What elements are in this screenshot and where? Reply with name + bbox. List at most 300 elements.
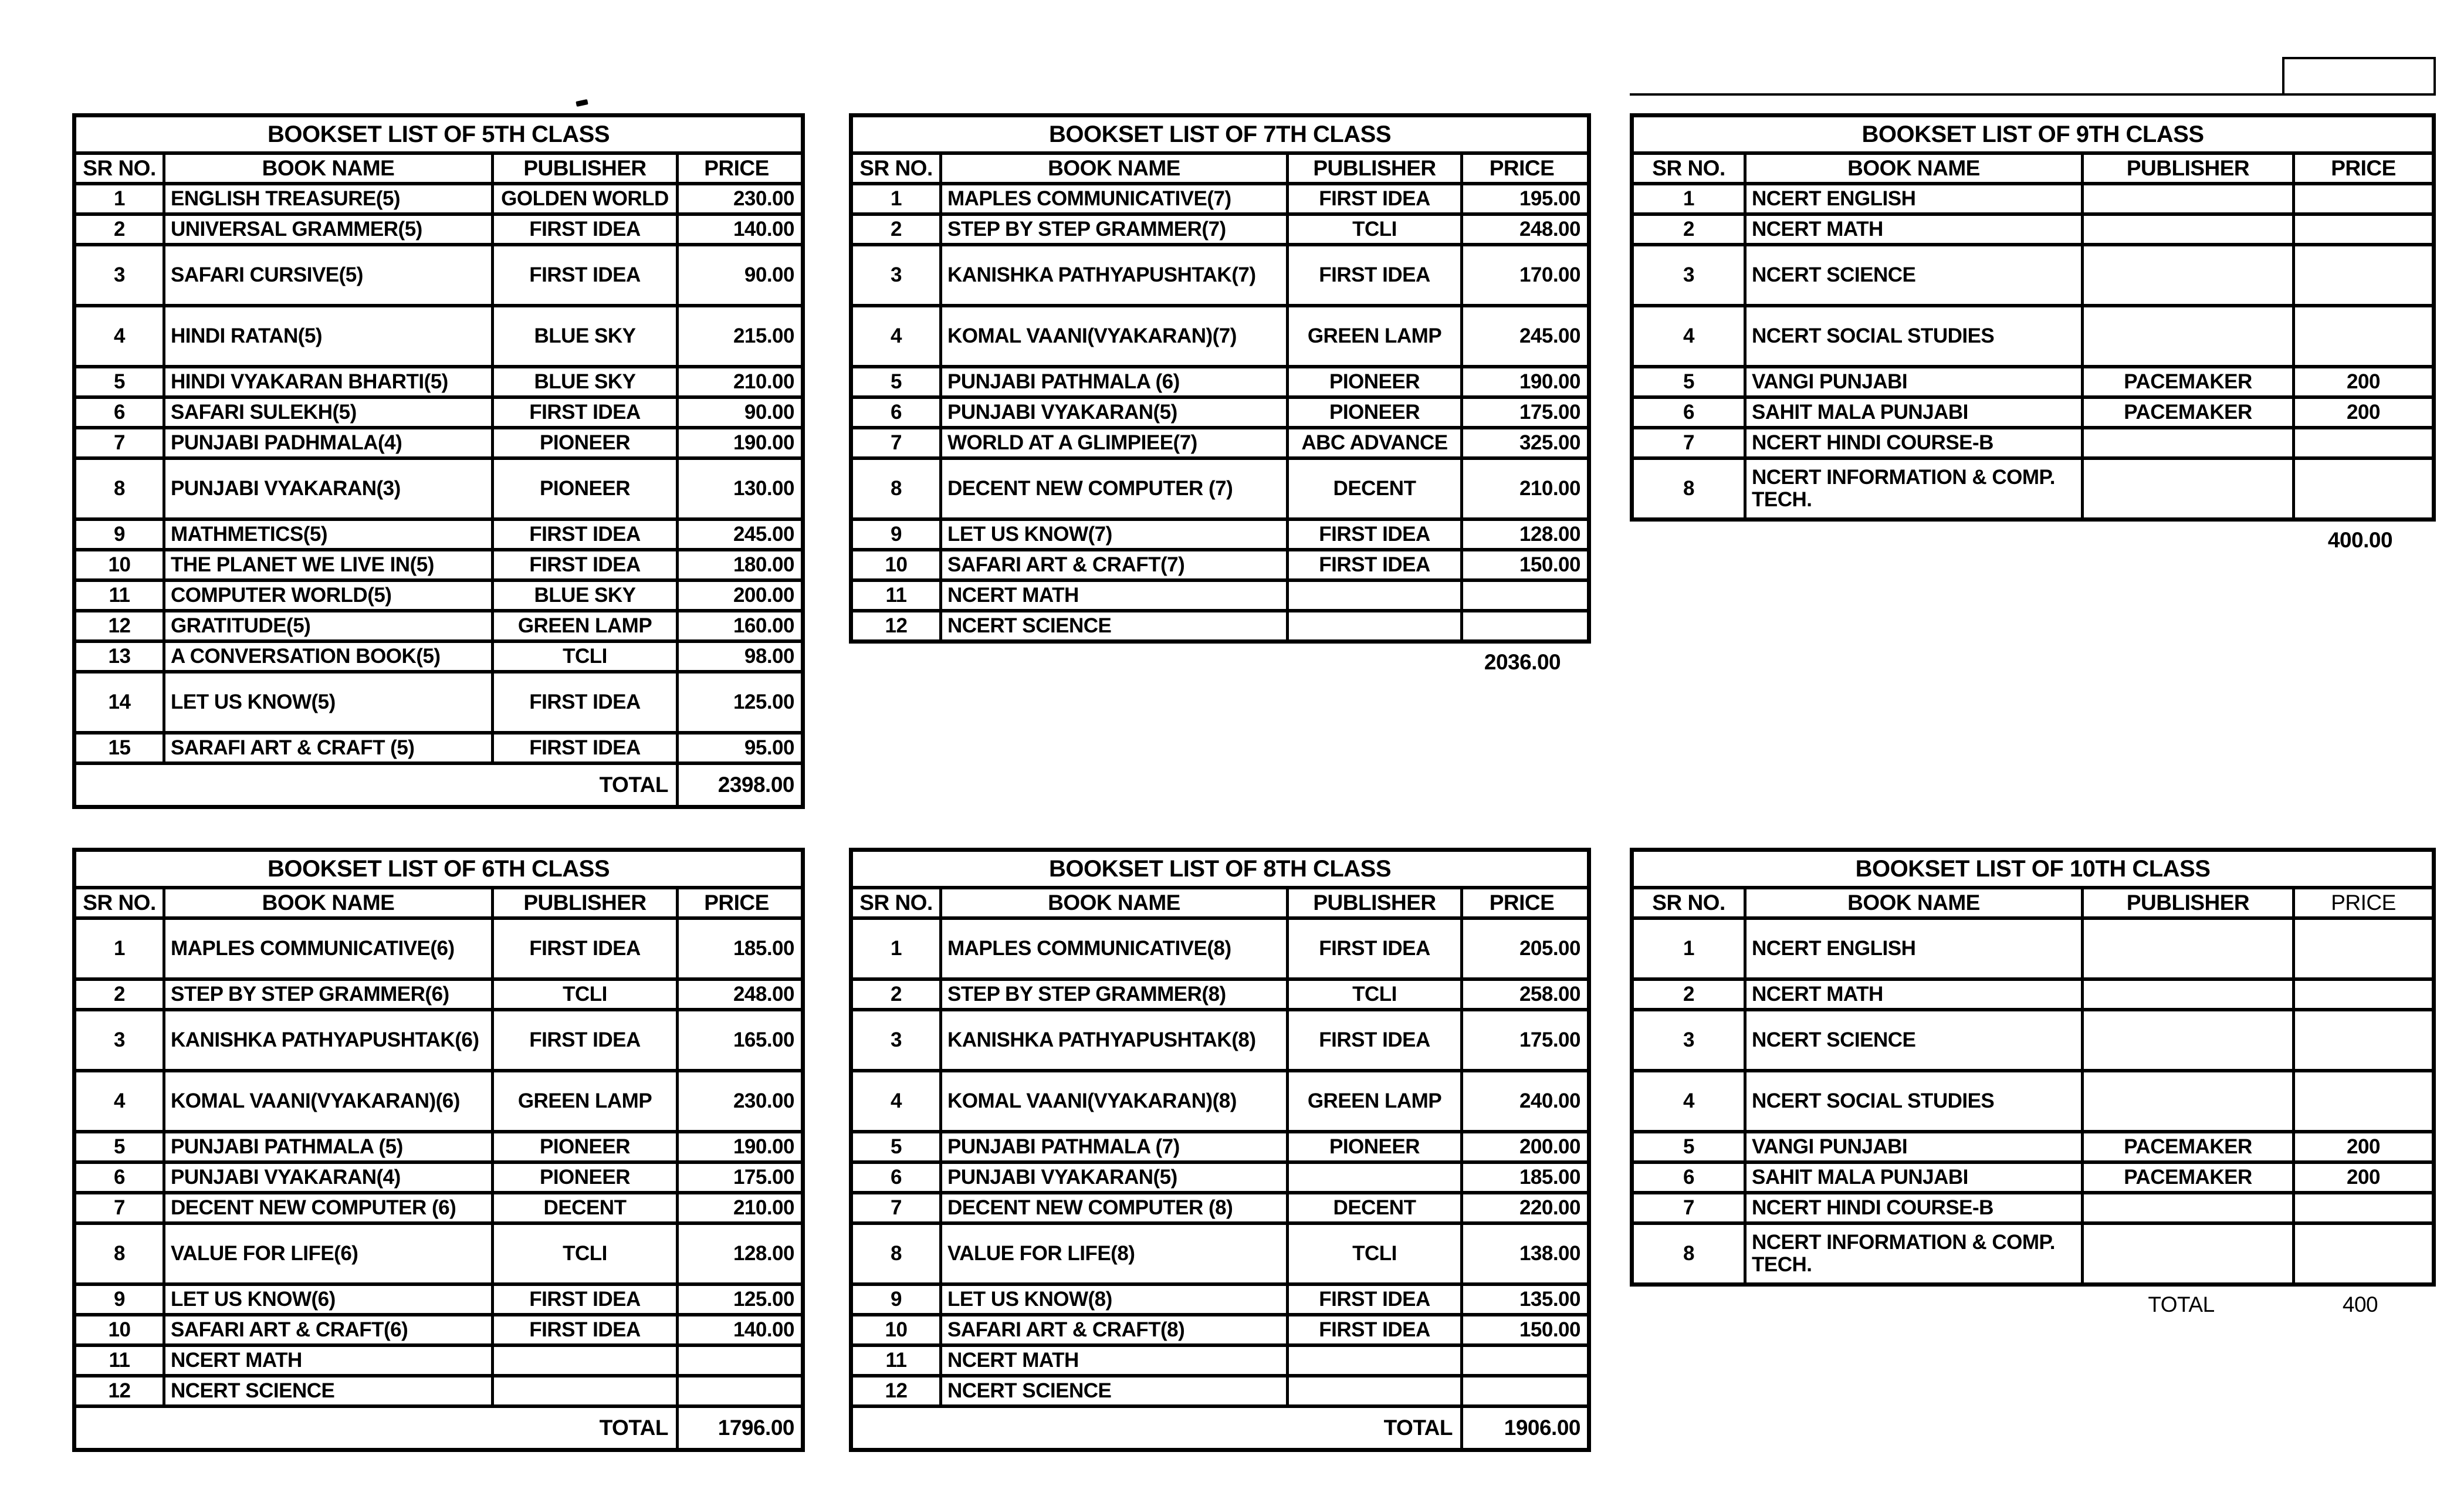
sr-cell: 4 (1683, 1089, 1694, 1112)
publisher-cell (491, 1377, 676, 1404)
book-name-text: KANISHKA PATHYAPUSHTAK(7) (947, 263, 1256, 287)
price-cell: 175.00 (1460, 399, 1587, 426)
publisher-cell: FIRST IDEA (1286, 521, 1460, 548)
price-cell (2292, 307, 2432, 365)
publisher-cell: TCLI (491, 1225, 676, 1282)
publisher-cell: FIRST IDEA (491, 551, 676, 578)
book-name-text: COMPUTER WORLD(5) (171, 584, 392, 607)
book-name-text: NCERT HINDI COURSE-B (1752, 1196, 1993, 1220)
price-cell: 150.00 (1460, 551, 1587, 578)
book-name-text: NCERT HINDI COURSE-B (1752, 431, 1993, 455)
book-name-text: SAHIT MALA PUNJABI (1752, 401, 1968, 424)
sr-cell: 12 (885, 1379, 908, 1402)
sr-cell: 6 (1683, 1166, 1694, 1189)
publisher-cell: PIONEER (491, 429, 676, 456)
total-value: 2398.00 (676, 765, 801, 805)
table-row (853, 1160, 1587, 1191)
price-cell: 245.00 (676, 521, 801, 548)
sr-cell: 5 (891, 370, 902, 393)
header-publisher: PUBLISHER (491, 889, 676, 916)
publisher-cell (2081, 429, 2292, 456)
sr-cell: 5 (891, 1135, 902, 1158)
table-row (853, 578, 1587, 609)
table-row (853, 1008, 1587, 1069)
sr-cell: 12 (108, 614, 131, 637)
table-row (1634, 1221, 2432, 1282)
sr-cell: 8 (1683, 1242, 1694, 1265)
sr-cell: 10 (885, 1318, 908, 1341)
publisher-cell: ABC ADVANCE (1286, 429, 1460, 456)
header-srno: SR NO. (1652, 891, 1725, 915)
book-name-text: NCERT SCIENCE (1752, 1028, 1916, 1052)
table-row (76, 609, 801, 639)
book-name-text: PUNJABI VYAKARAN(5) (947, 401, 1177, 424)
price-cell (2292, 920, 2432, 977)
price-cell (2292, 246, 2432, 304)
price-cell: 170.00 (1460, 246, 1587, 304)
book-name-text: SARAFI ART & CRAFT (5) (171, 736, 415, 760)
sr-cell: 9 (891, 1288, 902, 1311)
book-name-cell (163, 1194, 491, 1221)
book-name-cell (163, 246, 491, 304)
sr-cell: 1 (1683, 937, 1694, 960)
table-row (853, 365, 1587, 395)
book-name-cell (163, 368, 491, 395)
book-name-text: NCERT SOCIAL STUDIES (1752, 324, 1995, 348)
book-name-cell (939, 399, 1286, 426)
book-name-cell (1744, 1225, 2081, 1282)
book-name-text: STEP BY STEP GRAMMER(7) (947, 218, 1226, 241)
table-row (1634, 916, 2432, 977)
header-srno: SR NO. (859, 156, 933, 180)
publisher-cell: FIRST IDEA (491, 1011, 676, 1069)
table-row (76, 1221, 801, 1282)
book-name-cell (163, 1316, 491, 1343)
publisher-cell: PACEMAKER (2081, 1133, 2292, 1160)
book-name-cell (163, 981, 491, 1008)
table-header-row (1634, 151, 2432, 182)
book-name-text: NCERT MATH (947, 584, 1079, 607)
bookset-table-7th-class (849, 113, 1591, 644)
book-name-text: DECENT NEW COMPUTER (6) (171, 1196, 456, 1220)
empty-cell-remnant (2282, 57, 2436, 96)
book-name-cell (163, 460, 491, 517)
book-name-text: KOMAL VAANI(VYAKARAN)(8) (947, 1089, 1237, 1113)
sr-cell: 13 (108, 645, 131, 668)
sr-cell: 7 (114, 431, 125, 454)
book-name-cell (1744, 368, 2081, 395)
price-cell: 190.00 (676, 429, 801, 456)
publisher-cell (2081, 307, 2292, 365)
table-title: BOOKSET LIST OF 6TH CLASS (267, 855, 610, 882)
book-name-text: SAFARI ART & CRAFT(6) (171, 1318, 408, 1342)
table-row (76, 395, 801, 426)
price-cell (1460, 612, 1587, 639)
table-title-row (76, 117, 801, 151)
publisher-cell: FIRST IDEA (491, 673, 676, 731)
table-row (853, 1313, 1587, 1343)
sr-cell: 1 (891, 937, 902, 960)
sr-cell: 3 (114, 263, 125, 286)
book-name-text: NCERT SCIENCE (947, 1379, 1112, 1403)
sr-cell: 6 (1683, 401, 1694, 424)
publisher-cell (1286, 612, 1460, 639)
price-cell: 128.00 (676, 1225, 801, 1282)
sr-cell: 6 (114, 1166, 125, 1189)
book-name-text: PUNJABI PATHMALA (7) (947, 1135, 1180, 1159)
sr-cell: 8 (114, 477, 125, 500)
table-row (76, 1282, 801, 1313)
sr-cell: 15 (108, 736, 131, 759)
book-name-cell (939, 1011, 1286, 1069)
publisher-cell (2081, 460, 2292, 517)
book-name-cell (939, 368, 1286, 395)
grand-total-9th-class: 400.00 (2327, 528, 2393, 552)
book-name-cell (163, 1347, 491, 1374)
book-name-text: DECENT NEW COMPUTER (7) (947, 477, 1233, 500)
price-cell: 210.00 (676, 368, 801, 395)
grand-total-7th-class: 2036.00 (1484, 650, 1561, 674)
price-cell: 175.00 (676, 1164, 801, 1191)
book-name-text: SAFARI ART & CRAFT(7) (947, 553, 1185, 577)
stray-ink-dash (576, 99, 588, 107)
book-name-cell (939, 1194, 1286, 1221)
table-row (76, 1069, 801, 1130)
price-cell: 185.00 (676, 920, 801, 977)
book-name-text: SAFARI SULEKH(5) (171, 401, 357, 424)
book-name-cell (163, 1377, 491, 1404)
header-price: PRICE (1460, 155, 1587, 182)
book-name-cell (163, 643, 491, 670)
book-name-text: PUNJABI PATHMALA (5) (171, 1135, 403, 1159)
sr-cell: 2 (891, 983, 902, 1006)
book-name-text: LET US KNOW(6) (171, 1288, 336, 1311)
publisher-cell: PIONEER (1286, 368, 1460, 395)
book-name-cell (939, 521, 1286, 548)
book-name-text: NCERT ENGLISH (1752, 187, 1916, 211)
header-publisher: PUBLISHER (2081, 889, 2292, 916)
sr-cell: 7 (1683, 431, 1694, 454)
table-title-row (76, 852, 801, 886)
table-row (853, 456, 1587, 517)
book-name-cell (939, 307, 1286, 365)
price-cell: 180.00 (676, 551, 801, 578)
publisher-cell: PACEMAKER (2081, 1164, 2292, 1191)
publisher-cell: FIRST IDEA (491, 216, 676, 243)
book-name-cell (1744, 185, 2081, 212)
bookset-table-10th-class (1630, 848, 2436, 1287)
book-name-text: KANISHKA PATHYAPUSHTAK(6) (171, 1028, 479, 1052)
header-price: PRICE (2292, 889, 2432, 916)
table-row (853, 1191, 1587, 1221)
price-cell: 135.00 (1460, 1286, 1587, 1313)
sr-cell: 9 (114, 1288, 125, 1311)
sr-cell: 4 (114, 324, 125, 347)
price-cell: 325.00 (1460, 429, 1587, 456)
publisher-cell: FIRST IDEA (1286, 185, 1460, 212)
table-total-row (76, 761, 801, 805)
book-name-text: HINDI RATAN(5) (171, 324, 323, 348)
price-cell: 128.00 (1460, 521, 1587, 548)
table-row (1634, 182, 2432, 212)
price-cell (676, 1377, 801, 1404)
book-name-cell (163, 612, 491, 639)
book-name-text: NCERT MATH (947, 1349, 1079, 1372)
book-name-text: PUNJABI PATHMALA (6) (947, 370, 1180, 394)
book-name-cell (939, 246, 1286, 304)
book-name-text: VANGI PUNJABI (1752, 1135, 1908, 1159)
price-cell (2292, 429, 2432, 456)
sr-cell: 6 (891, 1166, 902, 1189)
table-row (853, 1130, 1587, 1160)
table-row (1634, 1130, 2432, 1160)
book-name-cell (939, 1225, 1286, 1282)
price-cell: 150.00 (1460, 1316, 1587, 1343)
book-name-cell (939, 1133, 1286, 1160)
header-srno: SR NO. (83, 156, 156, 180)
header-price: PRICE (676, 155, 801, 182)
header-srno: SR NO. (859, 891, 933, 915)
book-name-text: UNIVERSAL GRAMMER(5) (171, 218, 422, 241)
price-cell: 125.00 (676, 673, 801, 731)
sr-cell: 1 (1683, 187, 1694, 210)
grid-remnant-line (1630, 93, 2284, 96)
sr-cell: 3 (114, 1028, 125, 1051)
publisher-cell: FIRST IDEA (1286, 551, 1460, 578)
header-book-name: BOOK NAME (1744, 155, 2081, 182)
publisher-cell (2081, 981, 2292, 1008)
price-cell (1460, 1347, 1587, 1374)
book-name-text: NCERT SCIENCE (947, 614, 1112, 638)
book-name-text: WORLD AT A GLIMPIEE(7) (947, 431, 1197, 455)
publisher-cell: TCLI (491, 643, 676, 670)
table-row (1634, 243, 2432, 304)
table-title: BOOKSET LIST OF 7TH CLASS (1048, 121, 1392, 147)
price-cell: 205.00 (1460, 920, 1587, 977)
price-cell: 195.00 (1460, 185, 1587, 212)
book-name-text: SAFARI CURSIVE(5) (171, 263, 363, 287)
table-row (1634, 426, 2432, 456)
book-name-cell (163, 735, 491, 761)
header-publisher: PUBLISHER (1286, 889, 1460, 916)
table-row (853, 1221, 1587, 1282)
book-name-text: KOMAL VAANI(VYAKARAN)(7) (947, 324, 1237, 348)
book-name-cell (1744, 1164, 2081, 1191)
publisher-cell: DECENT (491, 1194, 676, 1221)
book-name-text: KANISHKA PATHYAPUSHTAK(8) (947, 1028, 1256, 1052)
publisher-cell: DECENT (1286, 1194, 1460, 1221)
sr-cell: 2 (1683, 218, 1694, 241)
book-name-text: THE PLANET WE LIVE IN(5) (171, 553, 434, 577)
price-cell: 240.00 (1460, 1072, 1587, 1130)
book-name-text: SAFARI ART & CRAFT(8) (947, 1318, 1185, 1342)
price-cell: 200 (2292, 368, 2432, 395)
publisher-cell: TCLI (1286, 1225, 1460, 1282)
price-cell (2292, 1225, 2432, 1282)
publisher-cell: PIONEER (1286, 399, 1460, 426)
publisher-cell: FIRST IDEA (491, 1286, 676, 1313)
publisher-cell: BLUE SKY (491, 368, 676, 395)
table-row (76, 639, 801, 670)
bookset-table-5th-class (72, 113, 805, 809)
book-name-cell (163, 521, 491, 548)
table-title: BOOKSET LIST OF 5TH CLASS (267, 121, 610, 147)
price-cell (2292, 185, 2432, 212)
publisher-cell: FIRST IDEA (1286, 1316, 1460, 1343)
book-name-text: NCERT MATH (1752, 218, 1883, 241)
sr-cell: 3 (1683, 263, 1694, 286)
price-cell (2292, 216, 2432, 243)
publisher-cell (2081, 1225, 2292, 1282)
table-row (1634, 365, 2432, 395)
book-name-cell (1744, 399, 2081, 426)
table-row (1634, 1069, 2432, 1130)
book-name-text-line2: TECH. (1752, 488, 1812, 511)
publisher-cell (1286, 582, 1460, 609)
sr-cell: 12 (108, 1379, 131, 1402)
publisher-cell: FIRST IDEA (491, 399, 676, 426)
book-name-cell (163, 1225, 491, 1282)
price-cell: 220.00 (1460, 1194, 1587, 1221)
price-cell: 248.00 (1460, 216, 1587, 243)
total-value: 1796.00 (676, 1408, 801, 1448)
book-name-text: LET US KNOW(8) (947, 1288, 1112, 1311)
table-row (76, 1374, 801, 1404)
table-row (853, 212, 1587, 243)
sr-cell: 4 (891, 1089, 902, 1112)
table-row (76, 977, 801, 1008)
table-row (853, 1343, 1587, 1374)
table-title: BOOKSET LIST OF 9TH CLASS (1861, 121, 2204, 147)
book-name-cell (939, 551, 1286, 578)
book-name-text: STEP BY STEP GRAMMER(6) (171, 983, 449, 1006)
table-header-row (853, 886, 1587, 916)
book-name-cell (163, 920, 491, 977)
book-name-cell (163, 399, 491, 426)
table-row (76, 517, 801, 548)
price-cell: 210.00 (676, 1194, 801, 1221)
publisher-cell: FIRST IDEA (491, 246, 676, 304)
book-name-cell (939, 460, 1286, 517)
price-cell: 230.00 (676, 185, 801, 212)
sr-cell: 11 (109, 1349, 130, 1372)
price-cell: 248.00 (676, 981, 801, 1008)
table-row (1634, 1160, 2432, 1191)
table-row (76, 456, 801, 517)
book-name-cell (939, 1072, 1286, 1130)
book-name-cell (939, 981, 1286, 1008)
book-name-text: HINDI VYAKARAN BHARTI(5) (171, 370, 448, 394)
book-name-text: GRATITUDE(5) (171, 614, 311, 638)
table-row (853, 182, 1587, 212)
sr-cell: 5 (1683, 1135, 1694, 1158)
publisher-cell: GOLDEN WORLD (491, 185, 676, 212)
price-cell: 258.00 (1460, 981, 1587, 1008)
price-cell: 200 (2292, 1164, 2432, 1191)
sr-cell: 2 (1683, 983, 1694, 1006)
book-name-text: NCERT MATH (1752, 983, 1883, 1006)
sr-cell: 8 (891, 477, 902, 500)
table-row (76, 670, 801, 731)
book-name-text: SAHIT MALA PUNJABI (1752, 1166, 1968, 1189)
publisher-cell (2081, 1072, 2292, 1130)
price-cell (2292, 1072, 2432, 1130)
sr-cell: 1 (114, 937, 125, 960)
book-name-cell (1744, 981, 2081, 1008)
book-name-text: PUNJABI VYAKARAN(3) (171, 477, 401, 500)
sr-cell: 6 (891, 401, 902, 424)
sr-cell: 6 (114, 401, 125, 424)
price-cell (2292, 1011, 2432, 1069)
header-book-name: BOOK NAME (1744, 889, 2081, 916)
book-name-cell (1744, 1011, 2081, 1069)
publisher-cell (2081, 1011, 2292, 1069)
price-cell: 210.00 (1460, 460, 1587, 517)
publisher-cell: PIONEER (491, 460, 676, 517)
book-name-text: NCERT INFORMATION & COMP. (1752, 1231, 2056, 1254)
table-title-row (1634, 852, 2432, 886)
table-row (76, 1160, 801, 1191)
table-row (76, 731, 801, 761)
price-cell: 140.00 (676, 1316, 801, 1343)
book-name-cell (1744, 460, 2081, 517)
total-label: TOTAL (599, 773, 668, 797)
price-cell: 138.00 (1460, 1225, 1587, 1282)
grand-total-10th-class: 400 (2342, 1292, 2378, 1316)
book-name-text: KOMAL VAANI(VYAKARAN)(6) (171, 1089, 460, 1113)
book-name-text: A CONVERSATION BOOK(5) (171, 645, 441, 668)
price-cell: 200 (2292, 1133, 2432, 1160)
sr-cell: 5 (114, 370, 125, 393)
price-cell: 245.00 (1460, 307, 1587, 365)
book-name-text: ENGLISH TREASURE(5) (171, 187, 401, 211)
publisher-cell: TCLI (491, 981, 676, 1008)
publisher-cell: FIRST IDEA (1286, 1286, 1460, 1313)
table-title: BOOKSET LIST OF 8TH CLASS (1048, 855, 1392, 882)
table-row (853, 1069, 1587, 1130)
book-name-cell (939, 582, 1286, 609)
book-name-cell (163, 185, 491, 212)
sr-cell: 7 (1683, 1196, 1694, 1219)
table-row (1634, 1191, 2432, 1221)
publisher-cell: GREEN LAMP (1286, 1072, 1460, 1130)
table-row (76, 1130, 801, 1160)
book-name-text: NCERT INFORMATION & COMP. (1752, 466, 2056, 489)
book-name-text: LET US KNOW(5) (171, 691, 336, 714)
price-cell: 200 (2292, 399, 2432, 426)
sr-cell: 9 (891, 523, 902, 546)
book-name-cell (939, 920, 1286, 977)
table-row (853, 916, 1587, 977)
sr-cell: 7 (114, 1196, 125, 1219)
book-name-cell (1744, 429, 2081, 456)
book-name-text: VANGI PUNJABI (1752, 370, 1908, 394)
publisher-cell (2081, 216, 2292, 243)
publisher-cell: FIRST IDEA (491, 920, 676, 977)
price-cell: 90.00 (676, 399, 801, 426)
table-title-row (853, 117, 1587, 151)
table-row (76, 212, 801, 243)
book-name-cell (939, 216, 1286, 243)
publisher-cell (2081, 1194, 2292, 1221)
sr-cell: 2 (114, 983, 125, 1006)
header-publisher: PUBLISHER (1286, 155, 1460, 182)
book-name-cell (939, 1377, 1286, 1404)
book-name-cell (1744, 307, 2081, 365)
publisher-cell: FIRST IDEA (491, 1316, 676, 1343)
book-name-cell (163, 551, 491, 578)
book-name-text: NCERT SOCIAL STUDIES (1752, 1089, 1995, 1113)
